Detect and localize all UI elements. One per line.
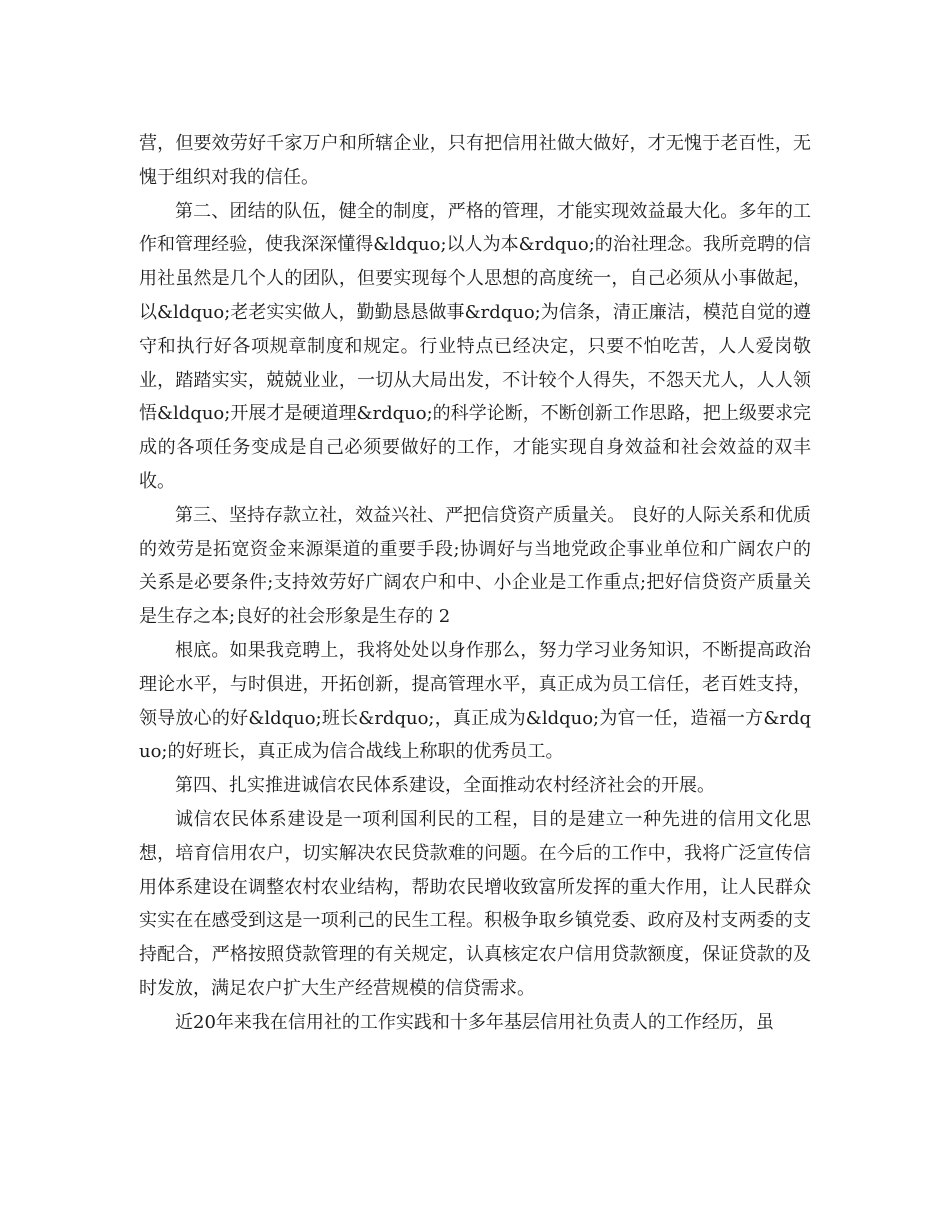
paragraph-3: 第三、坚持存款立社，效益兴社、严把信贷资产质量关。 良好的人际关系和优质的效劳是拓宽资金来源渠道的重要手段;协调好与当地党政企事业单位和广阔农户的关系是必要条件;支持效劳好广阔农户和中、小企业是工作重点;把好信贷资产质量关是生存之本;良好的社会形象是生存的 2: [139, 504, 811, 628]
paragraph-4: 根底。如果我竞聘上，我将处处以身作那么，努力学习业务知识，不断提高政治理论水平，与时俱进，开拓创新，提高管理水平，真正成为员工信任，老百姓支持，领导放心的好&ldquo;班长&rdquo;，真正成为&ldquo;为官一任，造福一方&rdquo;的好班长，真正成为信合战线上称职的优秀员工。: [139, 639, 811, 763]
paragraph-7: 近20年来我在信用社的工作实践和十多年基层信用社负责人的工作经历，虽: [175, 1011, 774, 1033]
paragraph-6: 诚信农民体系建设是一项利国利民的工程，目的是建立一种先进的信用文化思想，培育信用农户，切实解决农民贷款难的问题。在今后的工作中，我将广泛宣传信用体系建设在调整农村农业结构，帮助农民增收致富所发挥的重大作用，让人民群众实实在在感受到这是一项利己的民生工程。积极争取乡镇党委、政府及村支两委的支持配合，严格按照贷款管理的有关规定，认真核定农户信用贷款额度，保证贷款的及时发放，满足农户扩大生产经营规模的信贷需求。: [139, 808, 811, 999]
document-page: [139, 127, 811, 1040]
paragraph-5: 第四、扎实推进诚信农民体系建设，全面推动农村经济社会的开展。: [175, 775, 715, 797]
paragraph-2: 第二、团结的队伍，健全的制度，严格的管理，才能实现效益最大化。多年的工作和管理经验，使我深深懂得&ldquo;以人为本&rdquo;的治社理念。我所竞聘的信用社虽然是几个人的团队，但要实现每个人思想的高度统一，自己必须从小事做起，以&ldquo;老老实实做人，勤勤恳恳做事&rdquo;为信条，清正廉洁，模范自觉的遵守和执行好各项规章制度和规定。行业特点已经决定，只要不怕吃苦，人人爱岗敬业，踏踏实实，兢兢业业，一切从大局出发，不计较个人得失，不怨天尤人，人人领悟&ldquo;开展才是硬道理&rdquo;的科学论断，不断创新工作思路，把上级要求完成的各项任务变成是自己必须要做好的工作，才能实现自身效益和社会效益的双丰收。: [139, 200, 811, 492]
paragraph-1: 营，但要效劳好千家万户和所辖企业，只有把信用社做大做好，才无愧于老百性，无愧于组织对我的信任。: [139, 133, 811, 188]
